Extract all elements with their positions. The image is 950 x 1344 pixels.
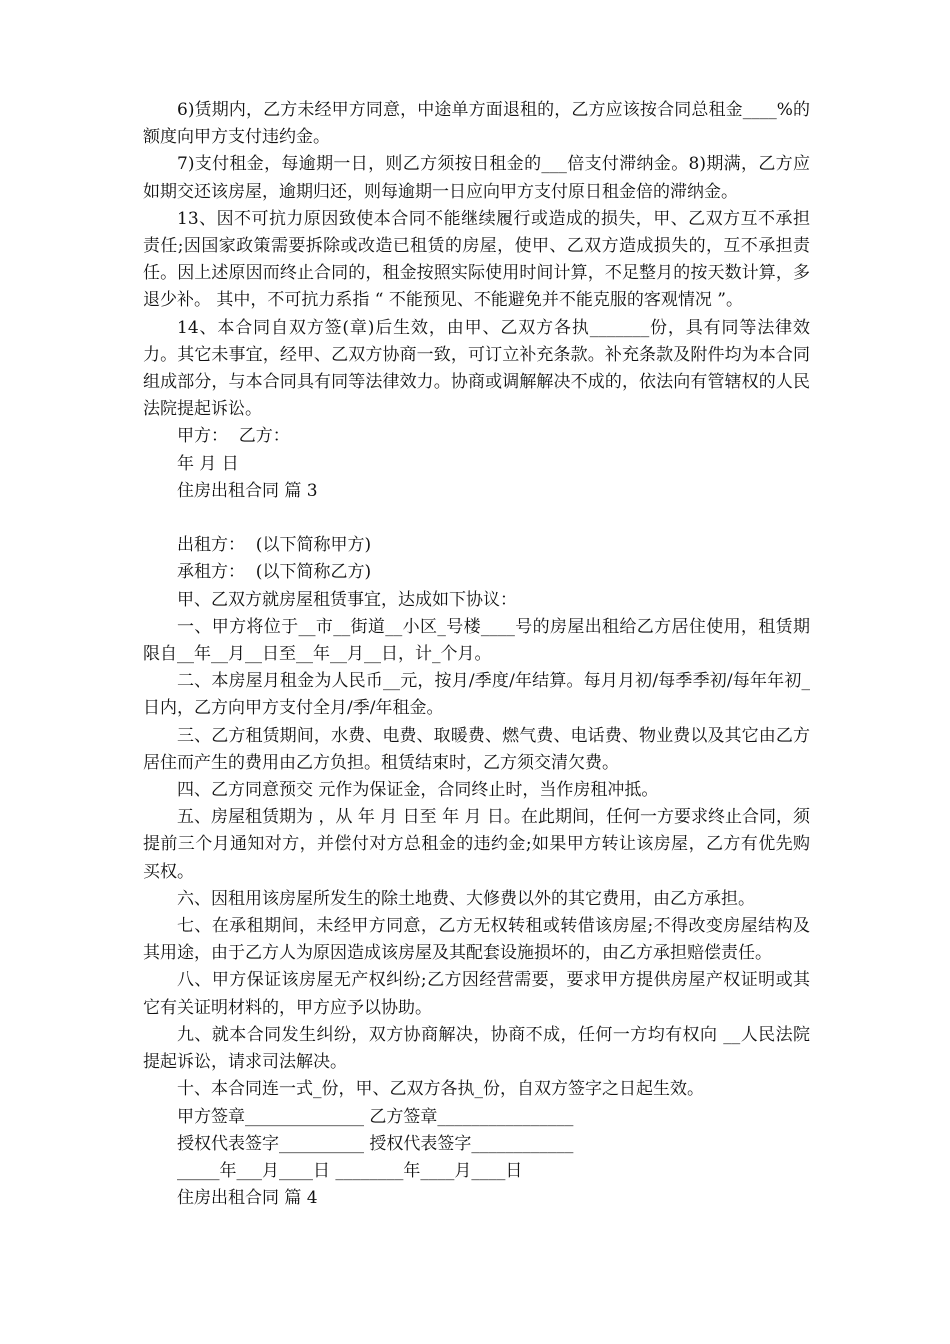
lessor-line: 出租方： (以下简称甲方)	[177, 535, 372, 556]
article-4-paragraph: 四、乙方同意预交 元作为保证金，合同终止时，当作房租冲抵。	[177, 780, 659, 801]
section-heading-4: 住房出租合同 篇 4	[177, 1188, 318, 1209]
article-9-paragraph: 九、就本合同发生纠纷，双方协商解决，协商不成，任何一方均有权向 __人民法院提起诉讼，请求司法解决。	[143, 1024, 810, 1073]
document-page	[143, 97, 810, 1212]
article-1-paragraph: 一、甲方将位于__市__街道__小区_号楼____号的房屋出租给乙方居住使用，租赁期限自__年__月__日至__年__月__日，计_个月。	[143, 616, 810, 665]
agreement-intro: 甲、乙双方就房屋租赁事宜，达成如下协议：	[177, 589, 517, 610]
party-signature-line: 甲方： 乙方：	[177, 426, 290, 447]
date-line: 年 月 日	[177, 453, 239, 474]
article-10-paragraph: 十、本合同连一式_份，甲、乙双方各执_份，自双方签字之日起生效。	[177, 1079, 704, 1100]
section-heading-3: 住房出租合同 篇 3	[177, 480, 318, 501]
signing-date-line: _____年___月____日 ________年____月____日	[177, 1160, 523, 1181]
article-8-paragraph: 八、甲方保证该房屋无产权纠纷;乙方因经营需要，要求甲方提供房屋产权证明或其它有关证明材料的，甲方应予以协助。	[143, 970, 810, 1018]
clause-7-8-paragraph: 7)支付租金，每逾期一日，则乙方须按日租金的___倍支付滞纳金。8)期满，乙方应如期交还该房屋，逾期归还，则每逾期一日应向甲方支付原日租金倍的滞纳金。	[143, 154, 810, 202]
article-6-paragraph: 六、因租用该房屋所发生的除土地费、大修费以外的其它费用，由乙方承担。	[177, 888, 755, 909]
authorized-signature-line: 授权代表签字__________ 授权代表签字____________	[177, 1133, 574, 1154]
article-2-paragraph: 二、本房屋月租金为人民币__元，按月/季度/年结算。每月月初/每季季初/每年年初_日内，乙方向甲方支付全月/季/年租金。	[143, 671, 810, 719]
clause-14-paragraph: 14、本合同自双方签(章)后生效，由甲、乙双方各执_______份，具有同等法律效力。其它未事宜，经甲、乙双方协商一致，可订立补充条款。补充条款及附件均为本合同组成部分，与本合同具有同等法律效力。协商或调解解决不成的，依法向有管辖权的人民法院提起诉讼。	[143, 317, 810, 420]
signature-seal-line: 甲方签章______________ 乙方签章________________	[177, 1106, 574, 1127]
article-7-paragraph: 七、在承租期间，未经甲方同意，乙方无权转租或转借该房屋;不得改变房屋结构及其用途，由于乙方人为原因造成该房屋及其配套设施损坏的，由乙方承担赔偿责任。	[143, 916, 810, 964]
article-5-paragraph: 五、房屋租赁期为 ，从 年 月 日至 年 月 日。在此期间，任何一方要求终止合同，须提前三个月通知对方，并偿付对方总租金的违约金;如果甲方转让该房屋，乙方有优先购买权。	[143, 807, 810, 882]
clause-13-paragraph: 13、因不可抗力原因致使本合同不能继续履行或造成的损失，甲、乙双方互不承担责任;因国家政策需要拆除或改造已租赁的房屋，使甲、乙双方造成损失的，互不承担责任。因上述原因而终止合同的，租金按照实际使用时间计算，不足整月的按天数计算，多退少补。 其中，不可抗力系指 “ 不能预见、不能避免并不能克服的客观情况 ”。	[143, 208, 810, 311]
article-3-paragraph: 三、乙方租赁期间，水费、电费、取暖费、燃气费、电话费、物业费以及其它由乙方居住而产生的费用由乙方负担。租赁结束时，乙方须交清欠费。	[143, 725, 810, 773]
clause-6-paragraph: 6)赁期内，乙方未经甲方同意，中途单方面退租的，乙方应该按合同总租金____%的额度向甲方支付违约金。	[143, 100, 810, 148]
blank-line	[143, 505, 810, 532]
lessee-line: 承租方： (以下简称乙方)	[177, 562, 372, 583]
